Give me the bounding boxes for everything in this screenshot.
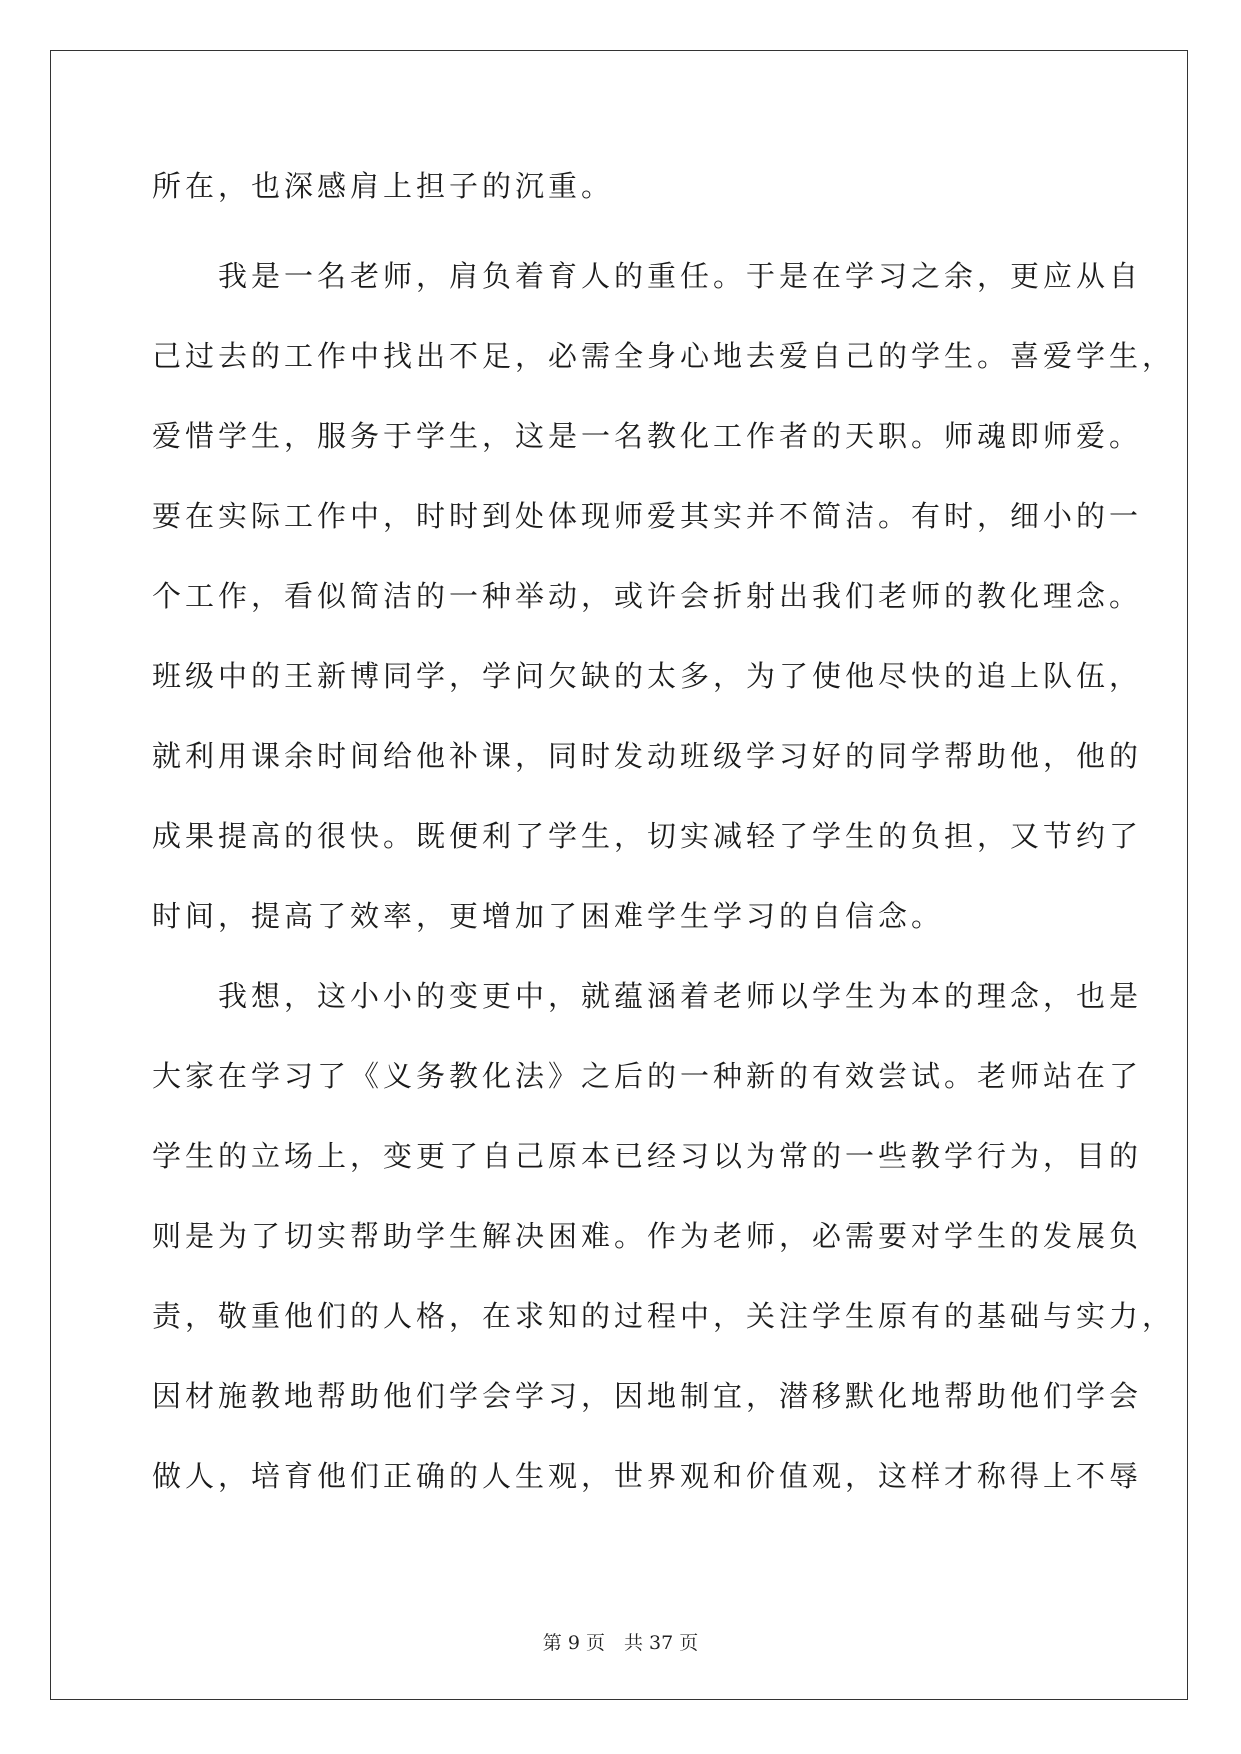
page-number-footer: 第 9 页 共 37 页 [542, 1632, 699, 1654]
text-line: 做人，培育他们正确的人生观，世界观和价值观，这样才称得上不辱 [152, 1459, 1143, 1493]
text-line: 责，敬重他们的人格，在求知的过程中，关注学生原有的基础与实力， [152, 1299, 1176, 1333]
text-line: 要在实际工作中，时时到处体现师爱其实并不简洁。有时，细小的一 [152, 499, 1143, 533]
text-line: 我想，这小小的变更中，就蕴涵着老师以学生为本的理念，也是 [152, 979, 1143, 1013]
text-line: 所在，也深感肩上担子的沉重。 [152, 169, 615, 203]
text-line: 己过去的工作中找出不足，必需全身心地去爱自己的学生。喜爱学生， [152, 339, 1176, 373]
text-line: 成果提高的很快。既便利了学生，切实减轻了学生的负担，又节约了 [152, 819, 1143, 853]
text-line: 学生的立场上，变更了自己原本已经习以为常的一些教学行为，目的 [152, 1139, 1143, 1173]
text-line: 就利用课余时间给他补课，同时发动班级学习好的同学帮助他，他的 [152, 739, 1143, 773]
text-line: 班级中的王新博同学，学问欠缺的太多，为了使他尽快的追上队伍， [152, 659, 1143, 693]
text-line: 我是一名老师，肩负着育人的重任。于是在学习之余，更应从自 [152, 259, 1143, 293]
text-line: 时间，提高了效率，更增加了困难学生学习的自信念。 [152, 899, 945, 933]
text-line: 个工作，看似简洁的一种举动，或许会折射出我们老师的教化理念。 [152, 579, 1143, 613]
text-line: 爱惜学生，服务于学生，这是一名教化工作者的天职。师魂即师爱。 [152, 419, 1143, 453]
text-line: 大家在学习了《义务教化法》之后的一种新的有效尝试。老师站在了 [152, 1059, 1143, 1093]
text-line: 则是为了切实帮助学生解决困难。作为老师，必需要对学生的发展负 [152, 1219, 1143, 1253]
text-line: 因材施教地帮助他们学会学习，因地制宜，潜移默化地帮助他们学会 [152, 1379, 1143, 1413]
page-border [50, 50, 1188, 1700]
